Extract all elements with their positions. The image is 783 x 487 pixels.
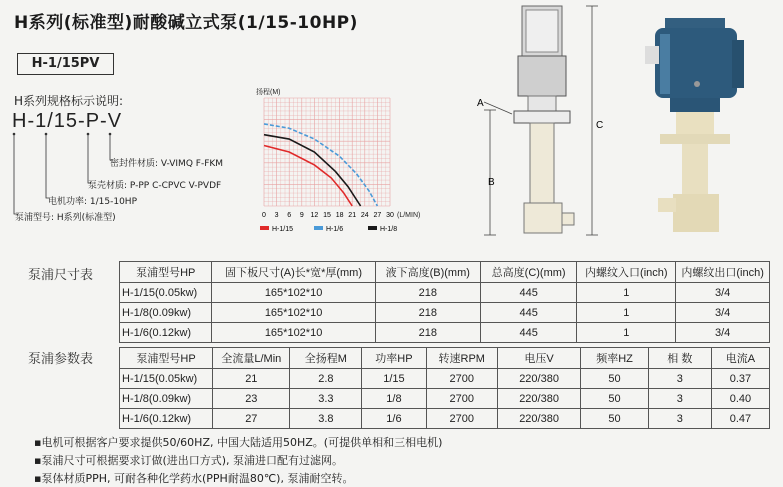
x-tick-label: 3 (274, 212, 279, 219)
table-cell: 0.40 (711, 389, 769, 409)
table-cell: H-1/8(0.09kw) (120, 389, 213, 409)
table-cell: 3 (648, 369, 711, 389)
table-row (120, 323, 770, 343)
legend-swatch (314, 226, 323, 230)
table-cell: 220/380 (497, 389, 581, 409)
table-cell: 218 (375, 283, 480, 303)
table-cell: 50 (581, 409, 648, 429)
x-tick-label: 21 (348, 212, 357, 219)
table-cell: 3/4 (676, 323, 770, 343)
legend-swatch (260, 226, 269, 230)
legend-label: H-1/8 (380, 226, 398, 233)
table-cell: 21 (213, 369, 290, 389)
chart-grid (264, 98, 390, 206)
param-table (119, 347, 770, 429)
table-cell: H-1/6(0.12kw) (120, 409, 213, 429)
x-tick-label: 15 (323, 212, 331, 219)
table-cell: 165*102*10 (212, 303, 375, 323)
size-table-label: 泵浦尺寸表 (28, 268, 94, 283)
table-header-row (120, 348, 770, 369)
table-cell: 220/380 (497, 409, 581, 429)
chart-x-label: (L/MIN) (397, 212, 421, 219)
legend-label: H-1/15 (272, 226, 294, 233)
table-cell: 1/6 (362, 409, 426, 429)
table-cell: 2700 (426, 389, 497, 409)
table-header-cell: 电流A (711, 348, 769, 369)
table-row (120, 303, 770, 323)
table-header-cell: 全流量L/Min (213, 348, 290, 369)
spec-item-model: 泵浦型号: H系列(标准型) (15, 213, 116, 223)
legend-swatch (368, 226, 377, 230)
table-cell: 23 (213, 389, 290, 409)
spec-item-housing: 泵壳材质: P-PP C-CPVC V-PVDF (88, 181, 222, 191)
table-cell: 50 (581, 369, 648, 389)
table-header-cell: 电压V (497, 348, 581, 369)
table-header-cell: 全扬程M (290, 348, 362, 369)
table-cell: 165*102*10 (212, 283, 375, 303)
table-header-cell: 固下板尺寸(A)长*宽*厚(mm) (212, 262, 375, 283)
dim-label-b: B (488, 177, 495, 188)
page-title: H系列(标准型)耐酸碱立式泵(1/15-10HP) (14, 13, 358, 33)
table-row (120, 283, 770, 303)
table-header-row (120, 262, 770, 283)
table-cell: 445 (480, 283, 577, 303)
table-cell: 0.37 (711, 369, 769, 389)
table-cell: 1/8 (362, 389, 426, 409)
model-label: H-1/15PV (17, 53, 114, 75)
pump-illustration (470, 0, 783, 245)
note-item: ▪泵浦尺寸可根据要求订做(进出口方式), 泵浦进口配有过滤网。 (34, 454, 344, 467)
table-cell: 27 (213, 409, 290, 429)
table-cell: H-1/8(0.09kw) (120, 303, 212, 323)
pump-drawing-left (514, 6, 574, 233)
legend-label: H-1/6 (326, 226, 344, 233)
dim-label-c: C (596, 120, 604, 131)
table-cell: 3.8 (290, 409, 362, 429)
table-header-cell: 内螺纹出口(inch) (676, 262, 770, 283)
table-cell: 445 (480, 323, 577, 343)
x-tick-label: 24 (360, 212, 369, 219)
table-cell: 2700 (426, 409, 497, 429)
table-header-cell: 相 数 (648, 348, 711, 369)
table-header-cell: 功率HP (362, 348, 426, 369)
x-tick-label: 9 (299, 212, 304, 219)
x-tick-label: 0 (262, 212, 266, 219)
table-cell: 50 (581, 389, 648, 409)
note-item: ▪电机可根据客户要求提供50/60HZ, 中国大陆适用50HZ。(可提供单相和三相电机) (34, 436, 443, 449)
table-cell: H-1/15(0.05kw) (120, 283, 212, 303)
x-tick-label: 12 (310, 212, 319, 219)
table-row (120, 369, 770, 389)
series-line-H-1/6 (264, 124, 377, 206)
x-tick-label: 27 (373, 212, 382, 219)
x-tick-label: 18 (335, 212, 344, 219)
table-header-cell: 泵浦型号HP (120, 348, 213, 369)
table-cell: 3 (648, 409, 711, 429)
table-row (120, 409, 770, 429)
size-table (119, 261, 770, 343)
chart-y-label: 扬程(M) (256, 89, 281, 96)
spec-item-seal: 密封件材质: V-VIMQ F-FKM (110, 159, 224, 169)
table-cell: 3.3 (290, 389, 362, 409)
table-cell: 3 (648, 389, 711, 409)
x-tick-label: 6 (287, 212, 292, 219)
note-item: ▪泵体材质PPH, 可耐各种化学药水(PPH耐温80℃), 泵浦耐空转。 (34, 472, 354, 485)
table-header-cell: 频率HZ (581, 348, 648, 369)
pump-photo-right (645, 18, 744, 232)
spec-heading: H系列规格标示说明: (14, 94, 124, 108)
table-cell: 218 (375, 303, 480, 323)
table-row (120, 389, 770, 409)
chart-x-ticks (262, 212, 394, 219)
table-cell: 0.47 (711, 409, 769, 429)
x-tick-label: 30 (386, 212, 394, 219)
chart-legend (260, 226, 397, 233)
table-cell: H-1/15(0.05kw) (120, 369, 213, 389)
table-header-cell: 转速RPM (426, 348, 497, 369)
table-cell: 165*102*10 (212, 323, 375, 343)
table-cell: 3/4 (676, 283, 770, 303)
table-header-cell: 内螺纹入口(inch) (577, 262, 676, 283)
chart-series (264, 124, 377, 206)
table-cell: 445 (480, 303, 577, 323)
param-table-label: 泵浦参数表 (28, 352, 94, 367)
spec-item-power: 电机功率: 1/15-10HP (48, 197, 137, 207)
table-header-cell: 总高度(C)(mm) (480, 262, 577, 283)
table-cell: 218 (375, 323, 480, 343)
table-header-cell: 液下高度(B)(mm) (375, 262, 480, 283)
table-cell: 2.8 (290, 369, 362, 389)
table-cell: 1 (577, 303, 676, 323)
notes-list (34, 434, 442, 486)
table-cell: 1 (577, 323, 676, 343)
table-cell: 1 (577, 283, 676, 303)
table-cell: 220/380 (497, 369, 581, 389)
pump-curve-chart (232, 84, 432, 239)
table-cell: 1/15 (362, 369, 426, 389)
table-cell: 2700 (426, 369, 497, 389)
table-cell: H-1/6(0.12kw) (120, 323, 212, 343)
spec-code: H-1/15-P-V (12, 110, 123, 132)
dim-label-a: A (477, 98, 484, 109)
table-header-cell: 泵浦型号HP (120, 262, 212, 283)
table-cell: 3/4 (676, 303, 770, 323)
